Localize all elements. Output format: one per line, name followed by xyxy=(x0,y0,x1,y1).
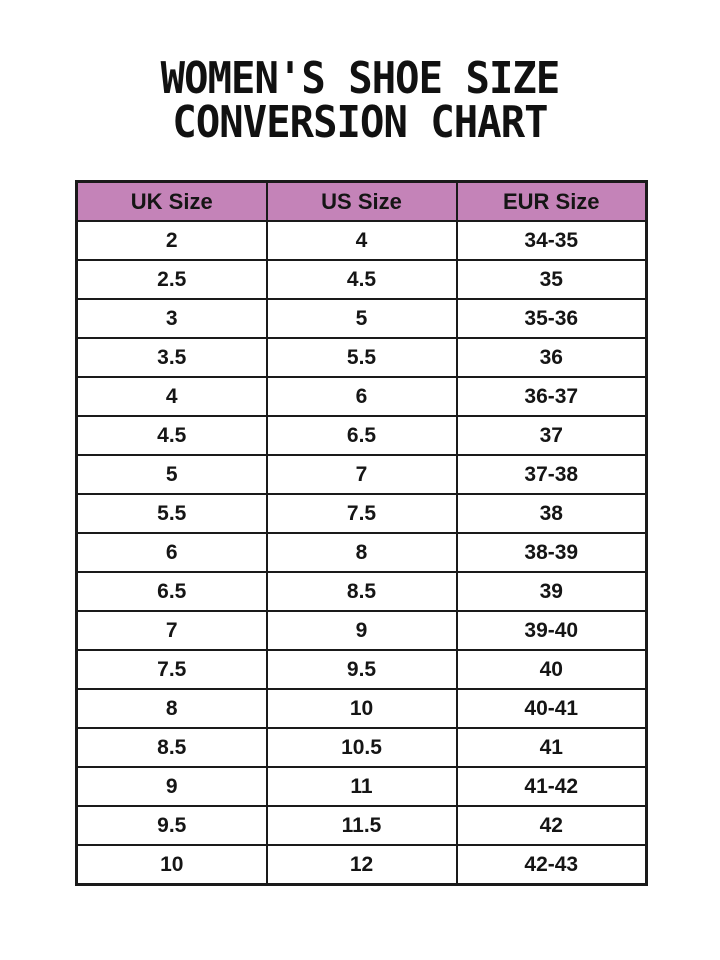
uk-size-cell: 2.5 xyxy=(77,260,267,299)
us-size-cell: 9 xyxy=(267,611,457,650)
eur-size-cell: 38 xyxy=(457,494,647,533)
eur-size-cell: 41 xyxy=(457,728,647,767)
eur-size-cell: 41-42 xyxy=(457,767,647,806)
table-row xyxy=(77,377,647,416)
uk-size-cell: 4 xyxy=(77,377,267,416)
uk-size-cell: 7.5 xyxy=(77,650,267,689)
table-row xyxy=(77,689,647,728)
header-eur-size: EUR Size xyxy=(457,182,647,222)
chart-title-line-1: WOMEN'S SHOE SIZE xyxy=(160,53,560,104)
header-us-size: US Size xyxy=(267,182,457,222)
table-row xyxy=(77,572,647,611)
us-size-cell: 11.5 xyxy=(267,806,457,845)
table-row xyxy=(77,767,647,806)
us-size-cell: 6.5 xyxy=(267,416,457,455)
table-row xyxy=(77,338,647,377)
us-size-cell: 7 xyxy=(267,455,457,494)
eur-size-cell: 35 xyxy=(457,260,647,299)
uk-size-cell: 3 xyxy=(77,299,267,338)
eur-size-cell: 39-40 xyxy=(457,611,647,650)
uk-size-cell: 8 xyxy=(77,689,267,728)
table-row xyxy=(77,260,647,299)
table-row xyxy=(77,221,647,260)
uk-size-cell: 6 xyxy=(77,533,267,572)
uk-size-cell: 4.5 xyxy=(77,416,267,455)
uk-size-cell: 6.5 xyxy=(77,572,267,611)
us-size-cell: 4 xyxy=(267,221,457,260)
table-row xyxy=(77,650,647,689)
table-row xyxy=(77,611,647,650)
uk-size-cell: 5.5 xyxy=(77,494,267,533)
chart-title-line-2: CONVERSION CHART xyxy=(172,97,548,148)
table-row xyxy=(77,806,647,845)
size-conversion-table xyxy=(75,180,648,886)
uk-size-cell: 3.5 xyxy=(77,338,267,377)
us-size-cell: 12 xyxy=(267,845,457,885)
table-row xyxy=(77,416,647,455)
eur-size-cell: 38-39 xyxy=(457,533,647,572)
uk-size-cell: 8.5 xyxy=(77,728,267,767)
us-size-cell: 4.5 xyxy=(267,260,457,299)
us-size-cell: 5 xyxy=(267,299,457,338)
table-row xyxy=(77,728,647,767)
eur-size-cell: 39 xyxy=(457,572,647,611)
us-size-cell: 11 xyxy=(267,767,457,806)
eur-size-cell: 36-37 xyxy=(457,377,647,416)
eur-size-cell: 36 xyxy=(457,338,647,377)
uk-size-cell: 9.5 xyxy=(77,806,267,845)
table-row xyxy=(77,494,647,533)
us-size-cell: 10 xyxy=(267,689,457,728)
us-size-cell: 5.5 xyxy=(267,338,457,377)
eur-size-cell: 35-36 xyxy=(457,299,647,338)
uk-size-cell: 9 xyxy=(77,767,267,806)
us-size-cell: 7.5 xyxy=(267,494,457,533)
header-row xyxy=(77,182,647,222)
table-row xyxy=(77,455,647,494)
table-body xyxy=(77,221,647,885)
us-size-cell: 10.5 xyxy=(267,728,457,767)
uk-size-cell: 10 xyxy=(77,845,267,885)
eur-size-cell: 40-41 xyxy=(457,689,647,728)
uk-size-cell: 2 xyxy=(77,221,267,260)
us-size-cell: 6 xyxy=(267,377,457,416)
table-row xyxy=(77,299,647,338)
us-size-cell: 8.5 xyxy=(267,572,457,611)
us-size-cell: 9.5 xyxy=(267,650,457,689)
table-header xyxy=(77,182,647,222)
eur-size-cell: 42-43 xyxy=(457,845,647,885)
header-uk-size: UK Size xyxy=(77,182,267,222)
eur-size-cell: 40 xyxy=(457,650,647,689)
eur-size-cell: 37 xyxy=(457,416,647,455)
table-row xyxy=(77,845,647,885)
eur-size-cell: 34-35 xyxy=(457,221,647,260)
eur-size-cell: 42 xyxy=(457,806,647,845)
uk-size-cell: 5 xyxy=(77,455,267,494)
us-size-cell: 8 xyxy=(267,533,457,572)
uk-size-cell: 7 xyxy=(77,611,267,650)
eur-size-cell: 37-38 xyxy=(457,455,647,494)
table-row xyxy=(77,533,647,572)
